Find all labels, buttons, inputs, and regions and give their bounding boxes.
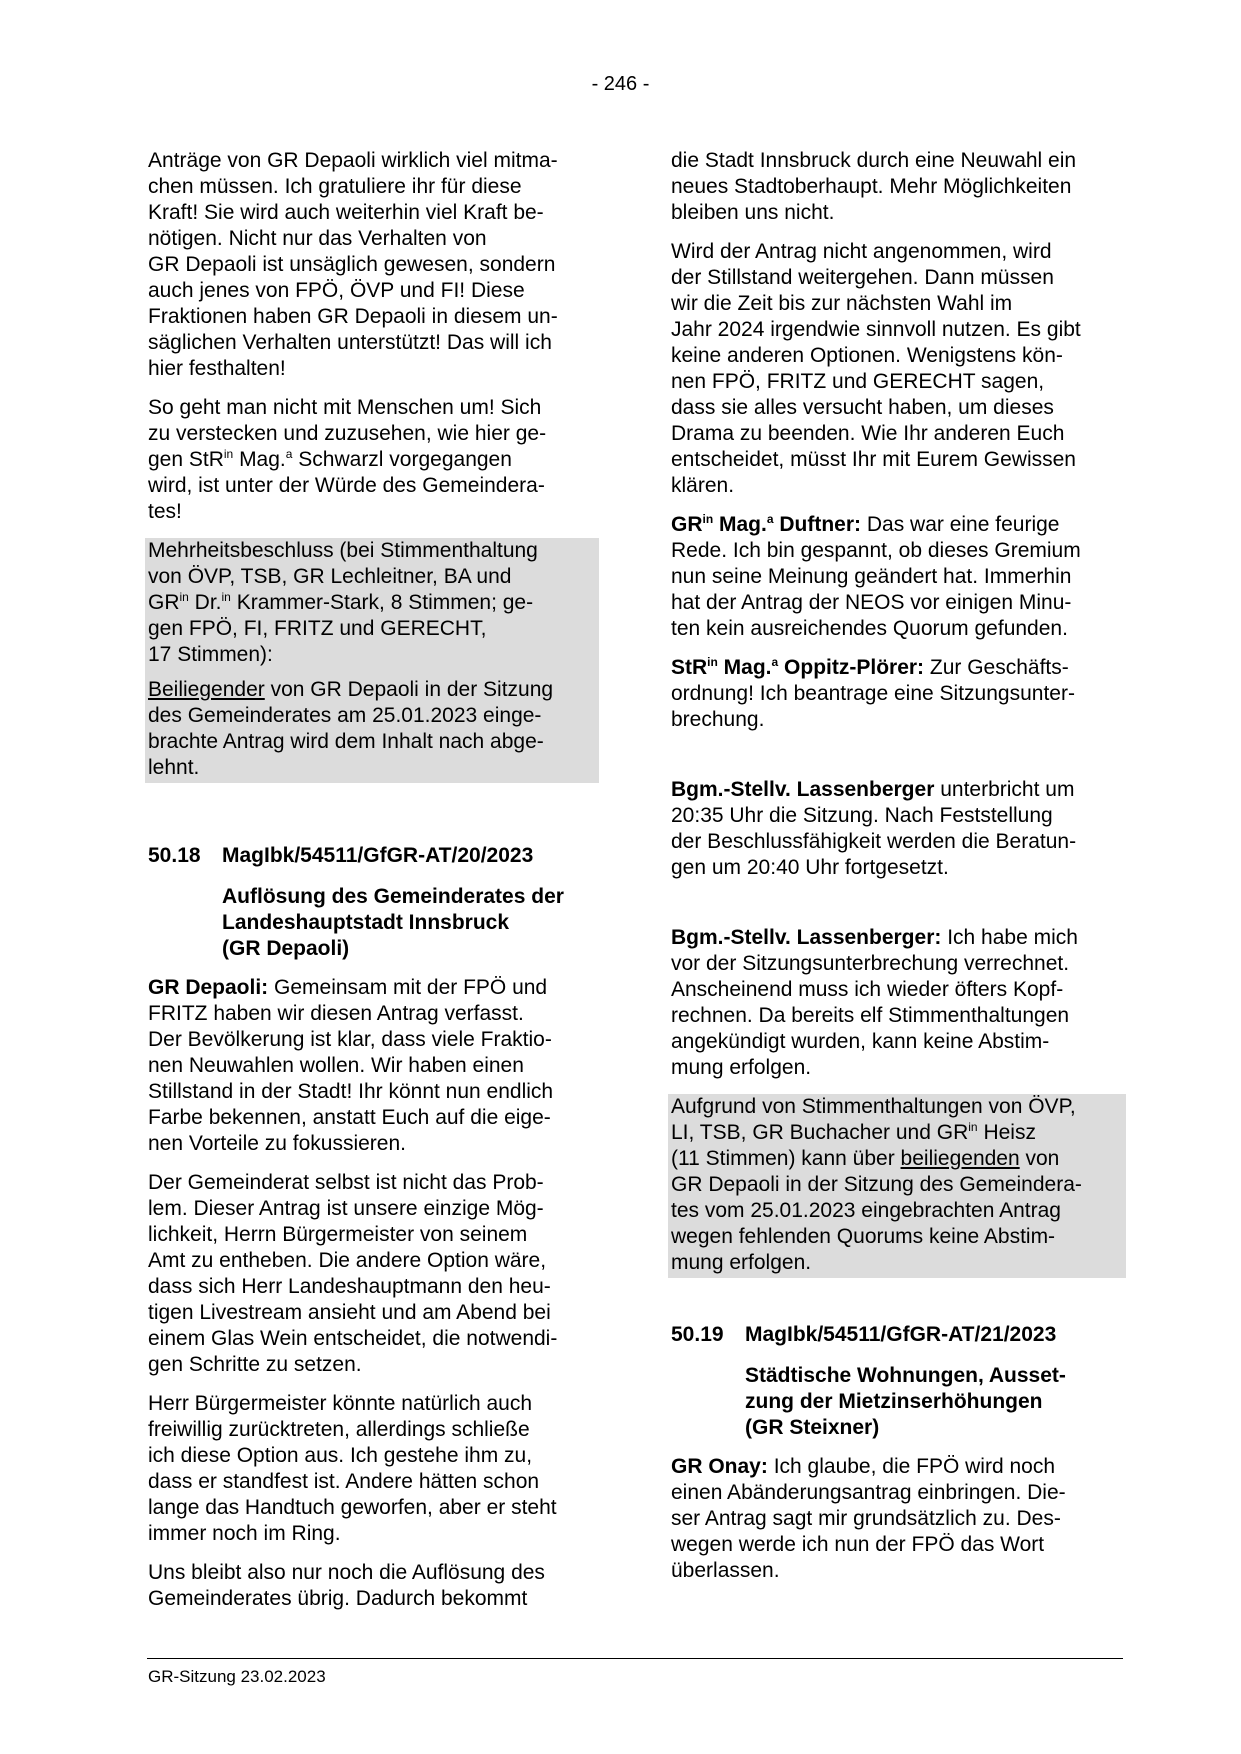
speaker-name: $GR^{in}$ Mag.$^a$ Duftner: [671,512,862,536]
text-line: Anträge von GR Depaoli wirklich viel mitma- [148,149,558,172]
footer-divider [147,1658,1123,1659]
text-line: hier festhalten! [148,357,286,380]
page-number: - 246 - [591,73,650,95]
speaker-name: Bgm.-Stellv. Lassenberger: [671,926,942,949]
paragraph: Herr Bürgermeister könnte natürlich auch freiwillig zurücktreten, allerdings schließe ich diese Option aus. Ich gestehe ihm zu, dass er standfest ist. Andere hätten schon lange das Handtuch geworfen, aber er steht immer noch im Ring. [148,1392,557,1545]
item-reference: MagIbk/54511/GfGR-AT/20/2023 [222,844,534,867]
text-line: Kraft! Sie wird auch weiterhin viel Kraft be- [148,201,544,224]
paragraph [148,148,596,382]
item-heading-50-19 [671,1322,1123,1348]
text-line: zu verstecken und zuzusehen, wie hier ge- [148,422,547,445]
footer-text: GR-Sitzung 23.02.2023 [148,1667,326,1686]
paragraph [148,395,596,525]
paragraph: Uns bleibt also nur noch die Auflösung des Gemeinderates übrig. Dadurch bekommt [148,1561,545,1610]
item-title: Auflösung des Gemeinderates der Landeshauptstadt Innsbruck (GR Depaoli) [222,885,564,960]
decision-box [668,1094,1126,1278]
text-line: tes! [148,500,182,523]
speech-paragraph: StR$^{in}$ Mag.$^a$ Oppitz-Plörer: Zur Geschäfts- ordnung! Ich beantrage eine Sitzungsunter- brechung. [671,655,1075,731]
text-line: GR Depaoli ist unsäglich gewesen, sondern [148,253,556,276]
speech-paragraph: GR Onay: Ich glaube, die FPÖ wird noch einen Abänderungsantrag einbringen. Die- ser Antrag sagt mir grundsätzlich zu. Des- wegen werde ich nun der FPÖ das Wort überlassen. [671,1455,1066,1582]
text-line: wird, ist unter der Würde des Gemeindera- [148,474,545,497]
speech-paragraph: Bgm.-Stellv. Lassenberger: Ich habe mich vor der Sitzungsunterbrechung verrechnet. Anscheinend muss ich wieder öfters Kopf- rechnen. Da bereits elf Stimmenthaltungen angekündigt wurden, kann keine Abstim- mung erfolgen. [671,926,1078,1079]
speech-paragraph: Bgm.-Stellv. Lassenberger unterbricht um 20:35 Uhr die Sitzung. Nach Feststellung der Beschlussfähigkeit werden die Beratun- gen um 20:40 Uhr fortgesetzt. [671,778,1077,879]
decision-text: Aufgrund von Stimmenthaltungen von ÖVP, LI, TSB, GR Buchacher und $GR^{in}$ Heisz (11 Stimmen) kann über beiliegenden von GR Depaoli in der Sitzung des Gemeindera- tes vom 25.01.2023 eingebrachten Antrag wegen fehlenden Quorums keine Abstim- mung erfolgen. [671,1095,1082,1274]
speech-paragraph: GR Depaoli: Gemeinsam mit der FPÖ und FRITZ haben wir diesen Antrag verfasst. Der Bevölkerung ist klar, dass viele Fraktio- nen Neuwahlen wollen. Wir haben einen Stillstand in der Stadt! Ihr könnt nun endlich Farbe bekennen, anstatt Euch auf die eige- nen Vorteile zu fokussieren. [148,976,554,1155]
speaker-name: Bgm.-Stellv. Lassenberger [671,778,935,801]
paragraph: Wird der Antrag nicht angenommen, wird der Stillstand weitergehen. Dann müssen wir die Zeit bis zur nächsten Wahl im Jahr 2024 irgendwie sinnvoll nutzen. Es gibt keine anderen Optionen. Wenigstens kön- nen FPÖ, FRITZ und GERECHT sagen, dass sie alles versucht haben, um dieses Drama zu beenden. Wie Ihr anderen Euch entscheidet, müsst Ihr mit Eurem Gewissen klären. [671,240,1081,497]
speech-paragraph: $GR^{in}$ Mag.$^a$ Duftner: Das war eine feurige Rede. Ich bin gespannt, ob dieses Gremium nun seine Meinung geändert hat. Immerhin hat der Antrag der NEOS vor einigen Minu- ten kein ausreichendes Quorum gefunden. [671,512,1081,640]
speaker-name: GR Depaoli: [148,976,269,999]
right-column [671,148,1123,1597]
speaker-name: StR$^{in}$ Mag.$^a$ Oppitz-Plörer: [671,655,925,679]
speaker-name: GR Onay: [671,1455,768,1478]
item-title: Städtische Wohnungen, Ausset- zung der Mietzinserhöhungen (GR Steixner) [745,1364,1066,1439]
left-column [148,148,596,1625]
item-number: 50.18 [148,844,201,867]
text-line: säglichen Verhalten unterstützt! Das will ich [148,331,552,354]
text-line: auch jenes von FPÖ, ÖVP und FI! Diese [148,279,525,302]
text-line: nötigen. Nicht nur das Verhalten von [148,227,487,250]
item-number: 50.19 [671,1323,724,1346]
paragraph: die Stadt Innsbruck durch eine Neuwahl ein neues Stadtoberhaupt. Mehr Möglichkeiten bleiben uns nicht. [671,149,1077,224]
item-heading-50-18 [148,843,596,869]
text-line: So geht man nicht mit Menschen um! Sich [148,396,542,419]
decision-text: Mehrheitsbeschluss (bei Stimmenthaltung von ÖVP, TSB, GR Lechleitner, BA und $GR^{in}$ Dr.$^{in}$ Krammer-Stark, 8 Stimmen; ge- gen FPÖ, FI, FRITZ und GERECHT, 17 Stimmen): [148,539,538,666]
text-line: chen müssen. Ich gratuliere ihr für diese [148,175,522,198]
text-line: Fraktionen haben GR Depaoli in diesem un- [148,305,558,328]
item-reference: MagIbk/54511/GfGR-AT/21/2023 [745,1323,1057,1346]
paragraph: Der Gemeinderat selbst ist nicht das Prob- lem. Dieser Antrag ist unsere einzige Mög- lichkeit, Herrn Bürgermeister von seinem Amt zu entheben. Die andere Option wäre, dass sich Herr Landeshauptmann den heu- tigen Livestream ansieht und am Abend bei einem Glas Wein entscheidet, die notwendi- gen Schritte zu setzen. [148,1171,558,1376]
text-line: gen StR$^{in}$ Mag.$^a$ Schwarzl vorgegangen [148,447,512,471]
decision-result: Beiliegender von GR Depaoli in der Sitzung des Gemeinderates am 25.01.2023 einge- brachte Antrag wird dem Inhalt nach abge- lehnt. [148,678,554,779]
decision-box [145,538,599,783]
